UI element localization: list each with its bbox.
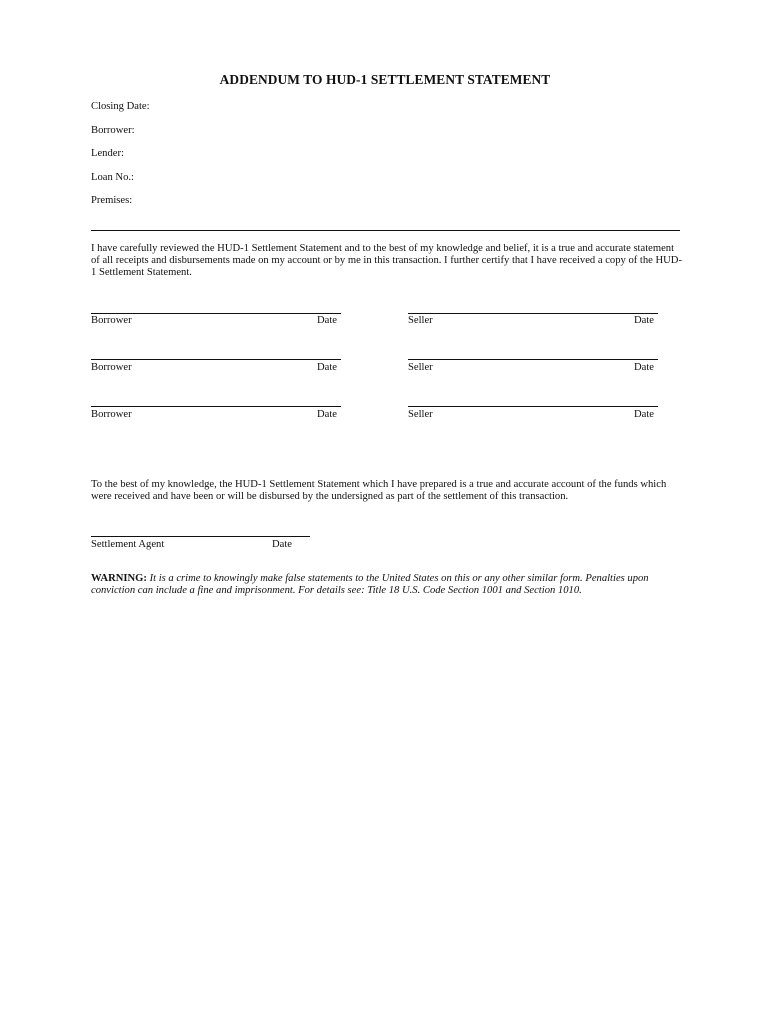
agent-statement-text: To the best of my knowledge, the HUD-1 Settlement Statement which I have prepared is a true and accurate account of the funds which were received and have been or will be disbursed by the undersigned as part of the settlement of this transaction.: [91, 479, 667, 503]
seller-signature-label: Seller: [408, 362, 433, 373]
borrower-date-label: Date: [317, 315, 337, 326]
lender-field-label: Lender:: [91, 148, 124, 159]
borrower-signature-label: Borrower: [91, 362, 132, 373]
seller-date-label: Date: [634, 409, 654, 420]
settlement-agent-date-label: Date: [272, 539, 292, 550]
borrower-date-label: Date: [317, 362, 337, 373]
borrower-certification-text: I have carefully reviewed the HUD-1 Settlement Statement and to the best of my knowledge and belief, it is a true and accurate statement of all receipts and disbursements made on my account or by me in this transaction. I further certify that I have received a copy of the HUD-1 Settlement Statement.: [91, 243, 682, 279]
settlement-agent-signature-line[interactable]: [91, 536, 310, 537]
borrower-signature-label: Borrower: [91, 409, 132, 420]
borrower-signature-label: Borrower: [91, 315, 132, 326]
loan-number-label: Loan No.:: [91, 172, 134, 183]
borrower-signature-line[interactable]: [91, 313, 341, 314]
seller-date-label: Date: [634, 362, 654, 373]
seller-signature-label: Seller: [408, 315, 433, 326]
warning-notice: [91, 573, 687, 597]
warning-label: WARNING:: [91, 573, 147, 584]
premises-label: Premises:: [91, 195, 133, 206]
seller-signature-line[interactable]: [408, 313, 658, 314]
seller-date-label: Date: [634, 315, 654, 326]
seller-signature-label: Seller: [408, 409, 433, 420]
borrower-field-label: Borrower:: [91, 125, 135, 136]
seller-signature-line[interactable]: [408, 359, 658, 360]
borrower-date-label: Date: [317, 409, 337, 420]
seller-signature-line[interactable]: [408, 406, 658, 407]
warning-text: It is a crime to knowingly make false statements to the United States on this or any other similar form. Penalties upon conviction can include a fine and imprisonment. For details see: Title 18 U.S. Code Section 1001 and Section 1010.: [91, 573, 649, 597]
borrower-signature-line[interactable]: [91, 406, 341, 407]
borrower-signature-line[interactable]: [91, 359, 341, 360]
closing-date-label: Closing Date:: [91, 101, 150, 112]
section-divider: [91, 230, 680, 231]
document-title: ADDENDUM TO HUD-1 SETTLEMENT STATEMENT: [219, 72, 551, 87]
settlement-agent-label: Settlement Agent: [91, 539, 165, 550]
